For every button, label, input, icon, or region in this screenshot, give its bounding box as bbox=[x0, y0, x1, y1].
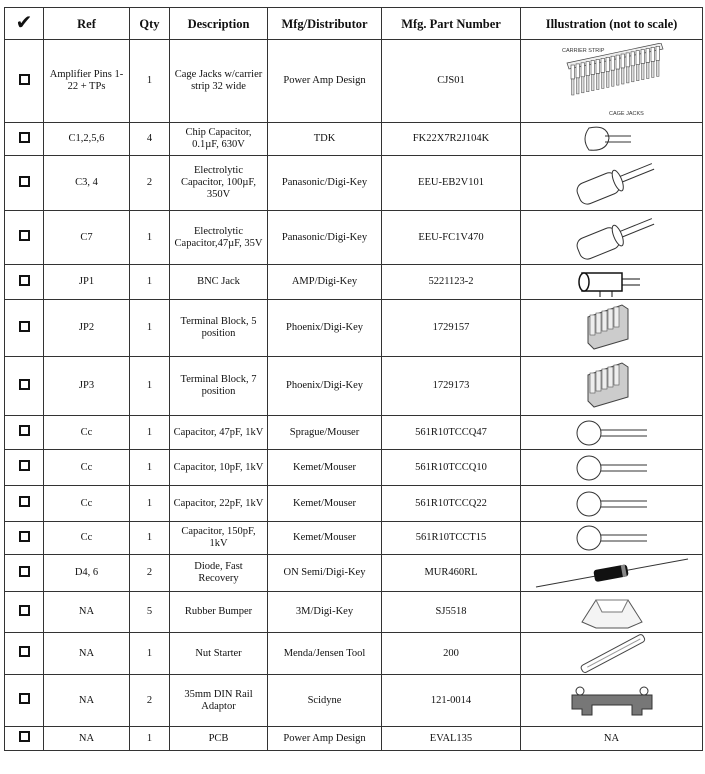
cell-qty: 1 bbox=[130, 450, 170, 486]
cell-description: Chip Capacitor, 0.1µF, 630V bbox=[170, 123, 268, 156]
checkbox[interactable] bbox=[19, 379, 30, 390]
cell-ref: D4, 6 bbox=[44, 555, 130, 592]
header-mfg: Mfg/Distributor bbox=[268, 8, 382, 40]
cell-part: 200 bbox=[382, 633, 521, 675]
checkbox-cell bbox=[5, 265, 44, 300]
checkbox-cell bbox=[5, 486, 44, 522]
cell-mfg: TDK bbox=[268, 123, 382, 156]
carrier-strip-label: CARRIER STRIP bbox=[561, 48, 604, 54]
cell-qty: 1 bbox=[130, 211, 170, 265]
nut-starter-icon bbox=[521, 633, 703, 675]
cell-mfg: Power Amp Design bbox=[268, 40, 382, 123]
cell-mfg: Kemet/Mouser bbox=[268, 486, 382, 522]
cell-part: MUR460RL bbox=[382, 555, 521, 592]
checkbox[interactable] bbox=[19, 132, 30, 143]
cell-part: FK22X7R2J104K bbox=[382, 123, 521, 156]
cage-jacks-label: CAGE JACKS bbox=[608, 111, 644, 117]
cell-part: CJS01 bbox=[382, 40, 521, 123]
checkbox[interactable] bbox=[19, 646, 30, 657]
checkbox-cell bbox=[5, 357, 44, 416]
cell-part: 5221123-2 bbox=[382, 265, 521, 300]
checkbox[interactable] bbox=[19, 496, 30, 507]
cell-ref: NA bbox=[44, 592, 130, 633]
cell-ref: NA bbox=[44, 675, 130, 727]
table-row bbox=[5, 416, 703, 450]
cell-mfg: Phoenix/Digi-Key bbox=[268, 357, 382, 416]
cell-part: 561R10TCCQ47 bbox=[382, 416, 521, 450]
table-row bbox=[5, 592, 703, 633]
checkbox-cell bbox=[5, 727, 44, 751]
cell-mfg: Power Amp Design bbox=[268, 727, 382, 751]
cell-mfg: Kemet/Mouser bbox=[268, 522, 382, 555]
cell-mfg: AMP/Digi-Key bbox=[268, 265, 382, 300]
chip-capacitor-icon bbox=[521, 123, 703, 156]
cell-qty: 1 bbox=[130, 300, 170, 357]
cell-part: 561R10TCCQ10 bbox=[382, 450, 521, 486]
disc-capacitor-icon bbox=[521, 522, 703, 555]
cell-description: Rubber Bumper bbox=[170, 592, 268, 633]
disc-capacitor-icon bbox=[521, 416, 703, 450]
header-description: Description bbox=[170, 8, 268, 40]
cell-mfg: Menda/Jensen Tool bbox=[268, 633, 382, 675]
cell-part: 121-0014 bbox=[382, 675, 521, 727]
table-row bbox=[5, 522, 703, 555]
table-row bbox=[5, 300, 703, 357]
table-row bbox=[5, 450, 703, 486]
header-part-number: Mfg. Part Number bbox=[382, 8, 521, 40]
cell-qty: 1 bbox=[130, 416, 170, 450]
checkbox[interactable] bbox=[19, 566, 30, 577]
cell-part: SJ5518 bbox=[382, 592, 521, 633]
table-row bbox=[5, 40, 703, 123]
cell-qty: 1 bbox=[130, 357, 170, 416]
cell-part: EEU-FC1V470 bbox=[382, 211, 521, 265]
cell-ref: NA bbox=[44, 633, 130, 675]
table-row bbox=[5, 633, 703, 675]
header-checkmark bbox=[5, 8, 44, 40]
diode-icon bbox=[521, 555, 703, 592]
cell-ref: Cc bbox=[44, 486, 130, 522]
cell-qty: 4 bbox=[130, 123, 170, 156]
cell-qty: 1 bbox=[130, 727, 170, 751]
checkbox-cell bbox=[5, 156, 44, 211]
table-row bbox=[5, 727, 703, 751]
cell-mfg: 3M/Digi-Key bbox=[268, 592, 382, 633]
checkbox-cell bbox=[5, 450, 44, 486]
checkbox[interactable] bbox=[19, 605, 30, 616]
cell-part: 1729173 bbox=[382, 357, 521, 416]
table-row bbox=[5, 675, 703, 727]
checkbox-cell bbox=[5, 675, 44, 727]
bill-of-materials-table bbox=[4, 7, 703, 751]
cell-mfg: Panasonic/Digi-Key bbox=[268, 156, 382, 211]
checkbox-cell bbox=[5, 592, 44, 633]
header-row bbox=[5, 8, 703, 40]
checkbox[interactable] bbox=[19, 230, 30, 241]
cell-qty: 2 bbox=[130, 555, 170, 592]
disc-capacitor-icon bbox=[521, 450, 703, 486]
checkbox[interactable] bbox=[19, 460, 30, 471]
cell-ref: Cc bbox=[44, 416, 130, 450]
checkbox[interactable] bbox=[19, 531, 30, 542]
cell-description: Terminal Block, 7 position bbox=[170, 357, 268, 416]
terminal-block-icon bbox=[521, 357, 703, 416]
table-row bbox=[5, 156, 703, 211]
cell-qty: 1 bbox=[130, 522, 170, 555]
checkbox-cell bbox=[5, 633, 44, 675]
cage-jacks-icon bbox=[521, 40, 703, 123]
din-rail-adaptor-icon bbox=[521, 675, 703, 727]
checkbox[interactable] bbox=[19, 74, 30, 85]
cell-mfg: Panasonic/Digi-Key bbox=[268, 211, 382, 265]
electrolytic-capacitor-icon bbox=[521, 211, 703, 265]
cell-mfg: Kemet/Mouser bbox=[268, 450, 382, 486]
cell-qty: 2 bbox=[130, 675, 170, 727]
checkbox[interactable] bbox=[19, 731, 30, 742]
checkbox[interactable] bbox=[19, 176, 30, 187]
checkbox-cell bbox=[5, 555, 44, 592]
cell-description: Cage Jacks w/carrier strip 32 wide bbox=[170, 40, 268, 123]
table-row bbox=[5, 357, 703, 416]
header-illustration: Illustration (not to scale) bbox=[521, 8, 703, 40]
cell-description: Nut Starter bbox=[170, 633, 268, 675]
cell-part: 561R10TCCQ22 bbox=[382, 486, 521, 522]
cell-mfg: ON Semi/Digi-Key bbox=[268, 555, 382, 592]
cell-ref: JP1 bbox=[44, 265, 130, 300]
cell-description: Capacitor, 22pF, 1kV bbox=[170, 486, 268, 522]
table-row bbox=[5, 265, 703, 300]
cell-ref: C7 bbox=[44, 211, 130, 265]
cell-description: BNC Jack bbox=[170, 265, 268, 300]
cell-part: 561R10TCCT15 bbox=[382, 522, 521, 555]
checkbox-cell bbox=[5, 300, 44, 357]
cell-qty: 1 bbox=[130, 265, 170, 300]
cell-qty: 2 bbox=[130, 156, 170, 211]
cell-ref: Cc bbox=[44, 522, 130, 555]
checkbox-cell bbox=[5, 40, 44, 123]
cell-illustration: NA bbox=[521, 727, 703, 751]
checkbox[interactable] bbox=[19, 425, 30, 436]
table-row bbox=[5, 123, 703, 156]
cell-description: 35mm DIN Rail Adaptor bbox=[170, 675, 268, 727]
cell-description: Capacitor, 47pF, 1kV bbox=[170, 416, 268, 450]
cell-qty: 5 bbox=[130, 592, 170, 633]
cell-part: EVAL135 bbox=[382, 727, 521, 751]
cell-mfg: Phoenix/Digi-Key bbox=[268, 300, 382, 357]
cell-ref: NA bbox=[44, 727, 130, 751]
checkbox-cell bbox=[5, 416, 44, 450]
cell-part: EEU-EB2V101 bbox=[382, 156, 521, 211]
cell-ref: Amplifier Pins 1-22 + TPs bbox=[44, 40, 130, 123]
checkmark-icon: ✔ bbox=[15, 10, 33, 34]
table-body bbox=[5, 40, 703, 751]
cell-description: Electrolytic Capacitor,47µF, 35V bbox=[170, 211, 268, 265]
checkbox-cell bbox=[5, 123, 44, 156]
cell-part: 1729157 bbox=[382, 300, 521, 357]
header-ref: Ref bbox=[44, 8, 130, 40]
bnc-jack-icon bbox=[521, 265, 703, 300]
checkbox[interactable] bbox=[19, 321, 30, 332]
cell-mfg: Scidyne bbox=[268, 675, 382, 727]
cell-ref: Cc bbox=[44, 450, 130, 486]
cell-qty: 1 bbox=[130, 486, 170, 522]
cell-ref: JP2 bbox=[44, 300, 130, 357]
electrolytic-capacitor-icon bbox=[521, 156, 703, 211]
checkbox-cell bbox=[5, 211, 44, 265]
cell-description: PCB bbox=[170, 727, 268, 751]
checkbox-cell bbox=[5, 522, 44, 555]
header-qty: Qty bbox=[130, 8, 170, 40]
rubber-bumper-icon bbox=[521, 592, 703, 633]
cell-description: Diode, Fast Recovery bbox=[170, 555, 268, 592]
cell-ref: C3, 4 bbox=[44, 156, 130, 211]
cell-ref: JP3 bbox=[44, 357, 130, 416]
disc-capacitor-icon bbox=[521, 486, 703, 522]
cell-ref: C1,2,5,6 bbox=[44, 123, 130, 156]
cell-qty: 1 bbox=[130, 40, 170, 123]
cell-description: Capacitor, 10pF, 1kV bbox=[170, 450, 268, 486]
cell-qty: 1 bbox=[130, 633, 170, 675]
checkbox[interactable] bbox=[19, 693, 30, 704]
cell-description: Terminal Block, 5 position bbox=[170, 300, 268, 357]
checkbox[interactable] bbox=[19, 275, 30, 286]
table-row bbox=[5, 211, 703, 265]
cell-description: Capacitor, 150pF, 1kV bbox=[170, 522, 268, 555]
table-row bbox=[5, 486, 703, 522]
cell-mfg: Sprague/Mouser bbox=[268, 416, 382, 450]
table-row bbox=[5, 555, 703, 592]
terminal-block-icon bbox=[521, 300, 703, 357]
cell-description: Electrolytic Capacitor, 100µF, 350V bbox=[170, 156, 268, 211]
